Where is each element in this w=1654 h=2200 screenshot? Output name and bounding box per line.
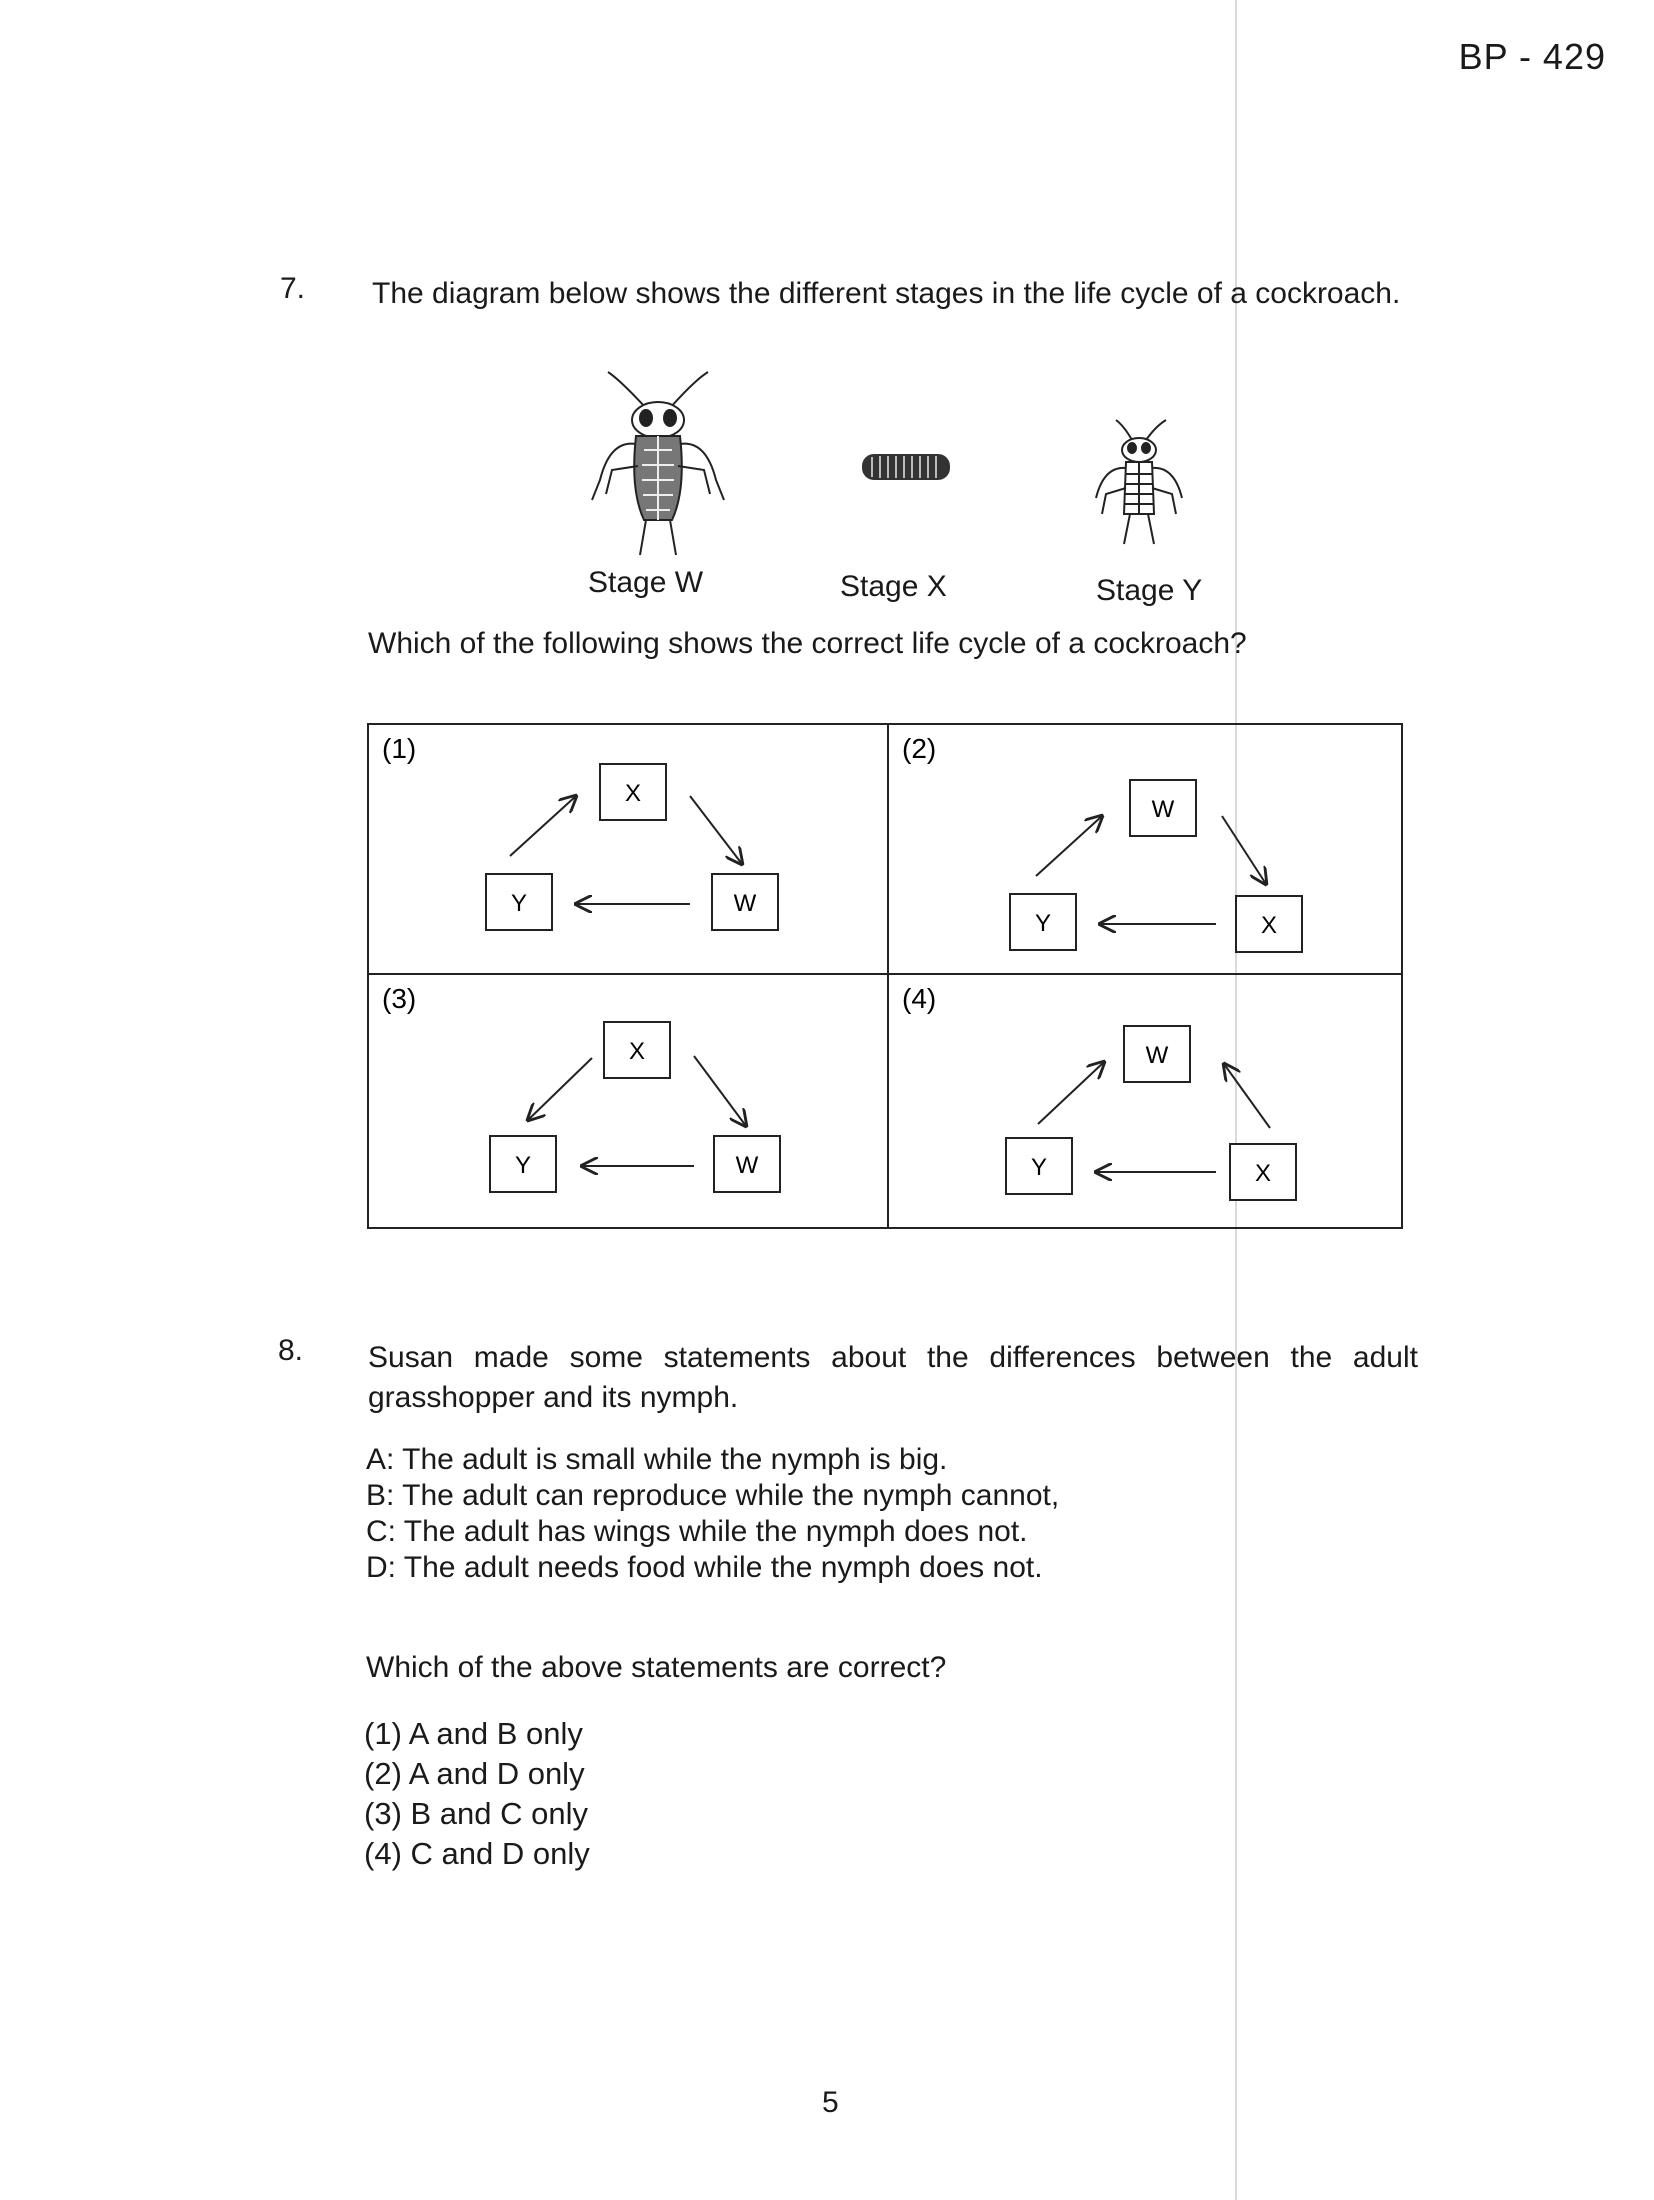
statement-d: D: The adult needs food while the nymph does not. xyxy=(366,1551,1043,1584)
q7-number: 7. xyxy=(280,272,306,305)
option-4-top-stage: W xyxy=(1145,1042,1169,1069)
q7-prompt: The diagram below shows the different stages in the life cycle of a cockroach. xyxy=(372,277,1401,310)
q7-option-4[interactable] xyxy=(902,983,1296,1200)
option-4-arrow-y-to-w xyxy=(1038,1062,1104,1124)
option-3-arrow-x-to-w xyxy=(694,1056,746,1126)
q7-option-1[interactable] xyxy=(382,733,778,930)
q7-options-grid xyxy=(360,716,1410,1236)
stage-x-egg-case-image xyxy=(860,448,952,486)
paper-code: BP - 429 xyxy=(1458,36,1606,77)
q8-prompt-line-1: Susan made some statements about the differences between the adult xyxy=(368,1341,1418,1374)
statement-b: B: The adult can reproduce while the nymph cannot, xyxy=(366,1479,1060,1512)
stage-y-nymph-image xyxy=(1080,418,1200,548)
option-2-label: (2) xyxy=(902,733,937,764)
option-2-right-stage: X xyxy=(1260,912,1278,939)
q7-option-2[interactable] xyxy=(902,733,1302,952)
stage-w-label: Stage W xyxy=(588,566,704,599)
q8-question: Which of the above statements are correct? xyxy=(366,1651,947,1684)
option-3-arrow-x-to-y xyxy=(528,1058,592,1120)
page-number: 5 xyxy=(822,2086,839,2119)
q8-option-4[interactable]: (4) C and D only xyxy=(364,1836,590,1871)
option-1-right-stage: W xyxy=(733,890,757,917)
option-2-top-stage: W xyxy=(1151,796,1175,823)
q8-option-2[interactable]: (2) A and D only xyxy=(364,1756,585,1791)
q8-option-1[interactable]: (1) A and B only xyxy=(364,1716,583,1751)
q8-number: 8. xyxy=(278,1334,304,1367)
option-4-label: (4) xyxy=(902,983,937,1014)
stage-w-adult-cockroach-image xyxy=(580,370,740,560)
option-2-arrow-y-to-w xyxy=(1036,816,1102,876)
option-3-top-stage: X xyxy=(628,1038,646,1065)
option-2-arrow-w-to-x xyxy=(1222,816,1266,884)
option-4-left-stage: Y xyxy=(1030,1154,1048,1181)
q7-question: Which of the following shows the correct life cycle of a cockroach? xyxy=(368,627,1247,660)
option-1-arrow-x-to-w xyxy=(690,796,742,864)
option-2-left-stage: Y xyxy=(1034,910,1052,937)
statement-c: C: The adult has wings while the nymph does not. xyxy=(366,1515,1028,1548)
option-3-right-stage: W xyxy=(735,1152,759,1179)
q8-option-3[interactable]: (3) B and C only xyxy=(364,1796,588,1831)
option-4-right-stage: X xyxy=(1254,1160,1272,1187)
option-3-left-stage: Y xyxy=(514,1152,532,1179)
q8-prompt-line-2: grasshopper and its nymph. xyxy=(368,1381,739,1414)
stage-y-label: Stage Y xyxy=(1096,574,1203,607)
option-1-left-stage: Y xyxy=(510,890,528,917)
option-3-label: (3) xyxy=(382,983,417,1014)
option-1-label: (1) xyxy=(382,733,417,764)
q7-option-3[interactable] xyxy=(382,983,780,1192)
option-4-arrow-x-to-w xyxy=(1224,1064,1270,1128)
option-1-arrow-y-to-x xyxy=(510,796,576,856)
statement-a: A: The adult is small while the nymph is big. xyxy=(366,1443,948,1476)
option-1-top-stage: X xyxy=(624,780,642,807)
stage-x-label: Stage X xyxy=(840,570,947,603)
